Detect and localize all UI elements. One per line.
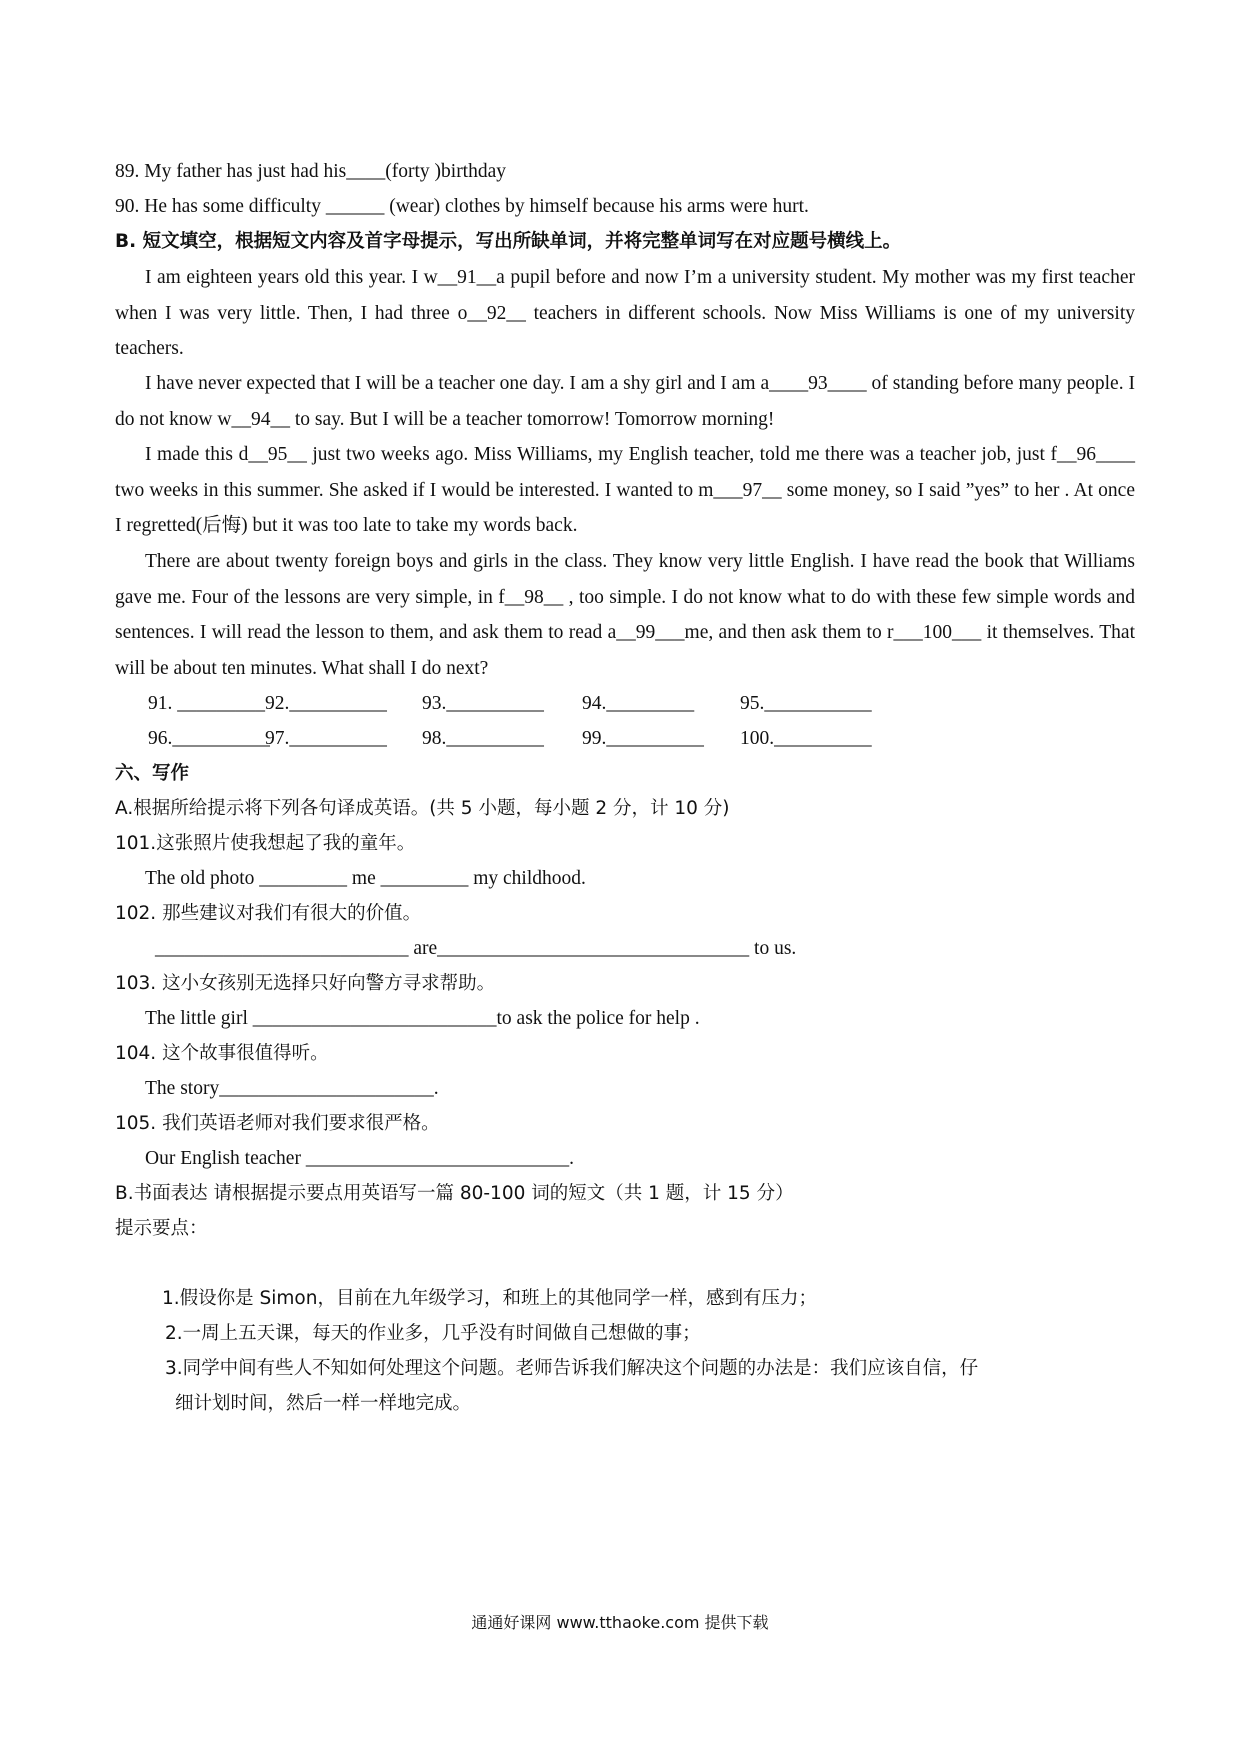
answer-blank-91[interactable]: 91. _________ [148,693,265,714]
footer-source: 通通好课网 www.tthaoke.com 提供下载 [471,1613,769,1632]
answer-blank-97[interactable]: 97.__________ [265,728,387,749]
writing-heading: B.书面表达 请根据提示要点用英语写一篇 80-100 词的短文（共 1 题，计 15 分） [115,1183,794,1204]
answer-blank-100[interactable]: 100.__________ [740,728,872,749]
translation-104-prompt: 104. 这个故事很值得听。 [115,1043,329,1064]
passage-paragraph-1: I am eighteen years old this year. I w__91__a pupil before and now I’m a university student. My mother was my first teacher when I was very little. Then, I had three o__92__ teachers in different schools. Now Miss Williams is one of my university teachers. [115,267,1135,359]
answer-blank-95[interactable]: 95.___________ [740,693,872,714]
question-90: 90. He has some difficulty ______ (wear) clothes by himself because his arms were hurt. [115,196,809,217]
answer-blank-93[interactable]: 93.__________ [422,693,544,714]
tip-1: 1.假设你是 Simon，目前在九年级学习，和班上的其他同学一样，感到有压力； [162,1288,817,1309]
passage-paragraph-3: I made this d__95__ just two weeks ago. Miss Williams, my English teacher, told me there was a teacher job, just f__96____ two weeks in this summer. She asked if I would be interested. I wanted to m___97__ some money, so I said ”yes” to her . At once I regretted(后悔) but it was too late to take my words back. [115,444,1135,536]
translation-101-prompt: 101.这张照片使我想起了我的童年。 [115,833,416,854]
answer-blank-92[interactable]: 92.__________ [265,693,387,714]
tip-3-continued: 细计划时间，然后一样一样地完成。 [175,1393,472,1414]
translation-102-answer[interactable]: __________________________ are________________________________ to us. [155,938,797,959]
answer-row-2 [148,727,872,751]
answer-blank-94[interactable]: 94._________ [582,693,695,714]
answer-blank-96[interactable]: 96.__________ [148,728,270,749]
translation-103-answer[interactable]: The little girl _________________________to ask the police for help . [145,1008,700,1029]
passage-paragraph-2: I have never expected that I will be a teacher one day. I am a shy girl and I am a____93____ of standing before many people. I do not know w__94__ to say. But I will be a teacher tomorrow! Tomorrow morning! [115,373,1135,430]
translation-104-answer[interactable]: The story______________________. [145,1078,439,1099]
passage-paragraph-4: There are about twenty foreign boys and girls in the class. They know very little English. I have read the book that Williams gave me. Four of the lessons are very simple, in f__98__ , too simple. I do not know what to do with these few simple words and sentences. I will read the lesson to them, and ask them to read a__99___me, and then ask them to r___100___ it themselves. That will be about ten minutes. What shall I do next? [115,551,1135,679]
translation-105-answer[interactable]: Our English teacher ___________________________. [145,1148,574,1169]
tip-2: 2.一周上五天课，每天的作业多，几乎没有时间做自己想做的事； [165,1323,701,1344]
answer-blank-99[interactable]: 99.__________ [582,728,704,749]
answer-blank-98[interactable]: 98.__________ [422,728,544,749]
question-89: 89. My father has just had his____(forty )birthday [115,161,507,182]
tips-label: 提示要点： [115,1218,208,1239]
answer-row-1 [148,692,872,716]
tip-3: 3.同学中间有些人不知如何处理这个问题。老师告诉我们解决这个问题的办法是：我们应该自信，仔 [165,1358,979,1379]
translation-103-prompt: 103. 这小女孩别无选择只好向警方寻求帮助。 [115,973,496,994]
translation-101-answer[interactable]: The old photo _________ me _________ my childhood. [145,868,586,889]
section-b-heading: B. 短文填空，根据短文内容及首字母提示，写出所缺单词，并将完整单词写在对应题号横线上。 [115,231,902,252]
translation-105-prompt: 105. 我们英语老师对我们要求很严格。 [115,1113,440,1134]
section-6-heading: 六、写作 [115,763,190,784]
section-a-heading: A.根据所给提示将下列各句译成英语。(共 5 小题，每小题 2 分，计 10 分) [115,798,730,819]
translation-102-prompt: 102. 那些建议对我们有很大的价值。 [115,903,422,924]
